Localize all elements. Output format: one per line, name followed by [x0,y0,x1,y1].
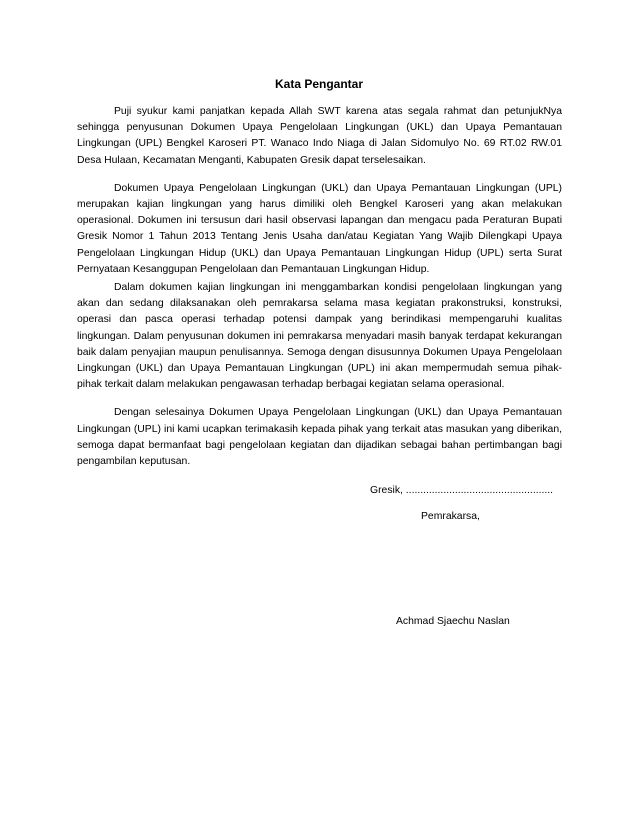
paragraph-2: Dokumen Upaya Pengelolaan Lingkungan (UKL) dan Upaya Pemantauan Lingkungan (UPL) merupakan kajian lingkungan yang harus dimiliki oleh Bengkel Karoseri yang akan melakukan operasional. Dokumen ini tersusun dari hasil observasi lapangan dan mengacu pada Peraturan Bupati Gresik Nomor 1 Tahun 2013 Tentang Jenis Usaha dan/atau Kegiatan Yang Wajib Dilengkapi Upaya Pengelolaan Lingkungan Hidup (UKL) dan Upaya Pemantauan Lingkungan Hidup (UPL) serta Surat Pernyataan Kesanggupan Pengelolaan dan Pemantauan Lingkungan Hidup. [77,182,562,275]
paragraph-4: Dengan selesainya Dokumen Upaya Pengelolaan Lingkungan (UKL) dan Upaya Pemantauan Lingkungan (UPL) ini kami ucapkan terimakasih kepada pihak yang terkait atas masukan yang diberikan, semoga dapat bermanfaat bagi pengelolaan kegiatan dan dijadikan sebagai bahan pertimbangan bagi pengambilan keputusan. [77,407,562,468]
document-title: Kata Pengantar [274,77,364,91]
signature-place-date: Gresik, ................................................... [370,485,554,496]
paragraph-3: Dalam dokumen kajian lingkungan ini menggambarkan kondisi pengelolaan lingkungan yang akan dan sedang dilaksanakan oleh pemrakarsa selama masa kegiatan prakonstruksi, konstruksi, operasi dan pasca operasi terhadap potensi dampak yang berindikasi mempengaruhi kualitas lingkungan. Dalam penyusunan dokumen ini pemrakarsa menyadari masih banyak terdapat kekurangan baik dalam penyajian maupun penulisannya. Semoga dengan disusunnya Dokumen Upaya Pengelolaan Lingkungan (UKL) dan Upaya Pemantauan Lingkungan (UPL) ini akan mempermudah semua pihak-pihak terkait dalam melakukan pengawasan terhadap berbagai kegiatan selama operasional. [77,282,562,391]
document-body [77,104,562,470]
paragraph-1: Puji syukur kami panjatkan kepada Allah SWT karena atas segala rahmat dan petunjukNya sehingga penyusunan Dokumen Upaya Pengelolaan Lingkungan (UKL) dan Upaya Pemantauan Lingkungan (UPL) Bengkel Karoseri PT. Wanaco Indo Niaga di Jalan Sidomulyo No. 69 RT.02 RW.01 Desa Hulaan, Kecamatan Menganti, Kabupaten Gresik dapat terselesaikan. [77,106,562,166]
signature-name: Achmad Sjaechu Naslan [396,616,510,627]
signature-role: Pemrakarsa, [421,511,480,522]
